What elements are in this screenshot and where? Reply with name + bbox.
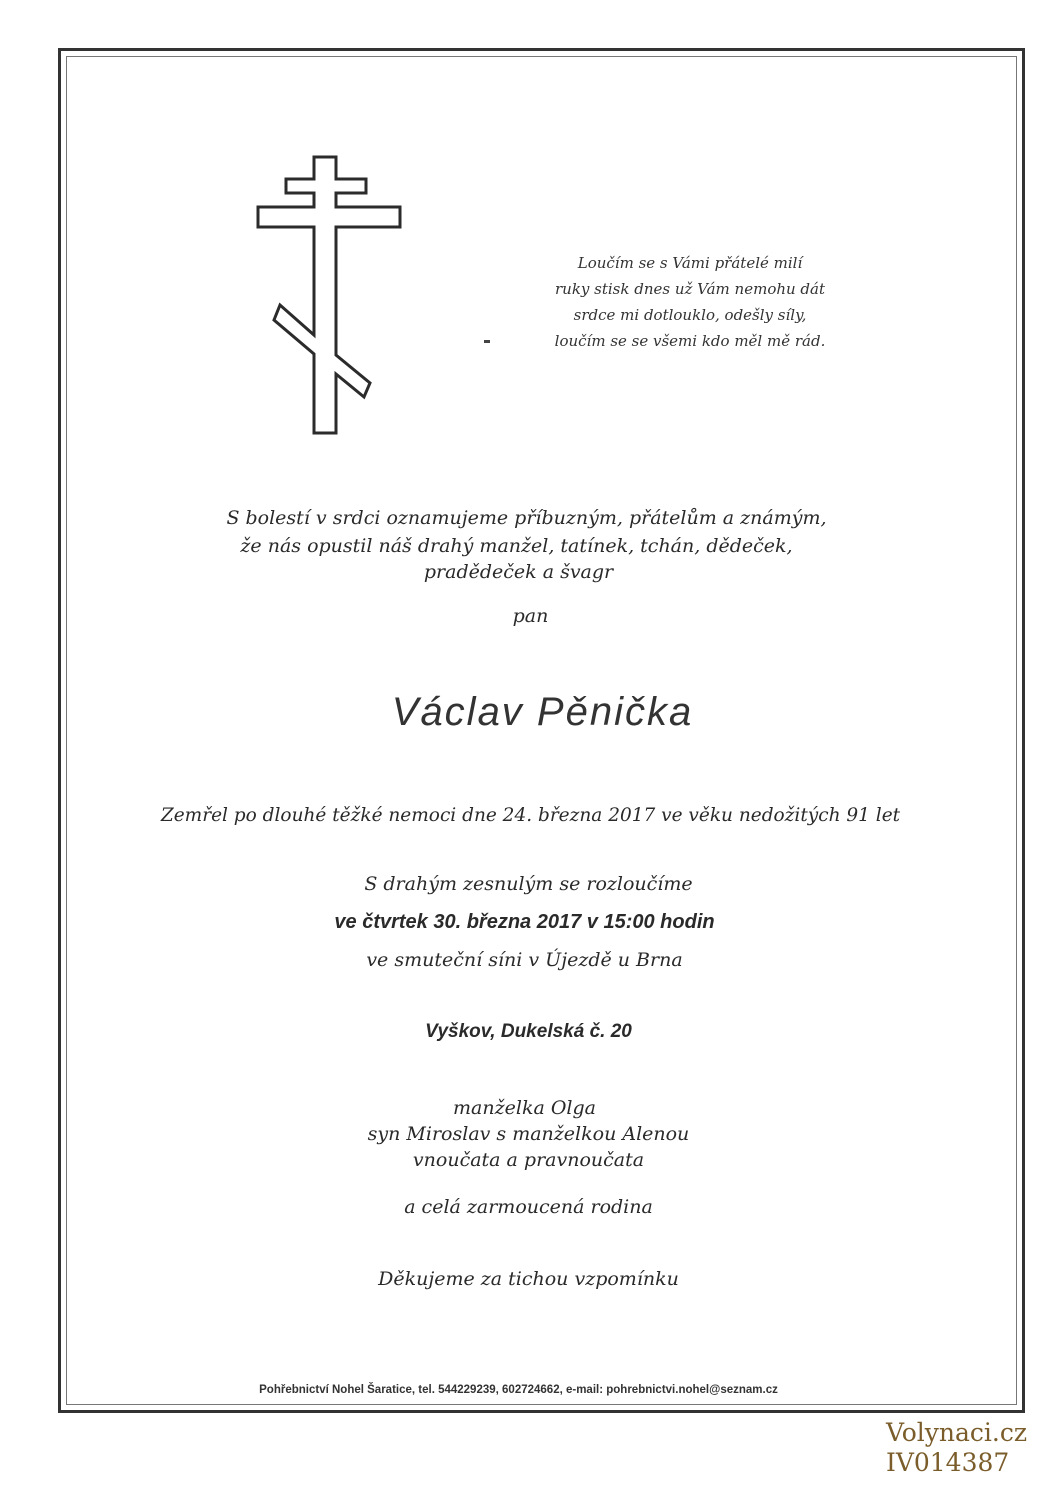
family-line: a celá zarmoucená rodina <box>404 1196 653 1218</box>
farewell-poem <box>520 250 860 354</box>
poem-line: ruky stisk dnes už Vám nemohu dát <box>554 280 826 298</box>
watermark-site: Volynaci.cz <box>885 1418 1027 1447</box>
mourner-line: manželka Olga <box>453 1097 596 1119</box>
ceremony-place: ve smuteční síni v Újezdě u Brna <box>366 949 683 971</box>
announcement-line: že nás opustil náš drahý manžel, tatínek, tchán, dědeček, <box>240 535 793 557</box>
deceased-name: Václav Pěnička <box>391 690 694 734</box>
announcement-line: S bolestí v srdci oznamujeme příbuzným, přátelům a známým, <box>226 507 827 529</box>
mourner-line: syn Miroslav s manželkou Alenou <box>367 1123 690 1145</box>
orthodox-cross-icon <box>252 155 412 437</box>
poem-line: srdce mi dotlouklo, odešly síly, <box>573 306 807 324</box>
poem-line: loučím se se všemi kdo měl mě rád. <box>554 332 826 350</box>
watermark <box>886 1418 1027 1478</box>
speck <box>484 340 490 343</box>
ceremony-intro: S drahým zesnulým se rozloučíme <box>364 873 693 895</box>
mourner-line: vnoučata a pravnoučata <box>412 1149 645 1171</box>
death-line: Zemřel po dlouhé těžké nemoci dne 24. března 2017 ve věku nedožitých 91 let <box>160 805 901 826</box>
title-pan: pan <box>512 605 549 627</box>
ceremony-address: Vyškov, Dukelská č. 20 <box>425 1021 632 1042</box>
watermark-code: IV014387 <box>885 1448 1010 1477</box>
ceremony-datetime: ve čtvrtek 30. března 2017 v 15:00 hodin <box>334 911 715 933</box>
thanks-line: Děkujeme za tichou vzpomínku <box>378 1268 679 1290</box>
funeral-home-footer: Pohřebnictví Nohel Šaratice, tel. 544229239, 602724662, e-mail: pohrebnictvi.nohel@seznam.cz <box>259 1384 778 1396</box>
poem-line: Loučím se s Vámi přátelé milí <box>577 254 803 272</box>
announcement-line: pradědeček a švagr <box>423 561 614 583</box>
